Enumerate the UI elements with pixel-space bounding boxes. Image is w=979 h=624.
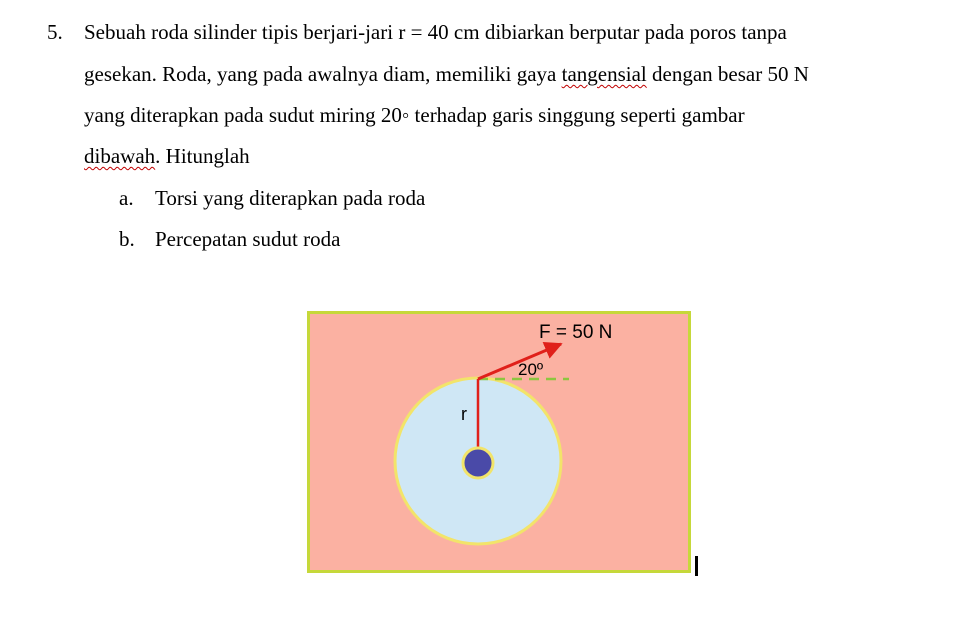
- question-line-3: [84, 102, 745, 128]
- radius-label: r: [461, 404, 467, 424]
- spellcheck-word[interactable]: tangensial: [561, 62, 647, 86]
- question-text: yang diterapkan pada sudut miring 20◦ terhadap garis singgung seperti gambar: [84, 103, 745, 127]
- question-text: dengan besar 50 N: [646, 62, 809, 86]
- part-a-text: Torsi yang diterapkan pada roda: [155, 186, 426, 210]
- question-number: 5.: [47, 20, 63, 44]
- question-line-2: [84, 61, 809, 87]
- question-line-4: [84, 143, 250, 169]
- question-text: . Hitunglah: [155, 144, 250, 168]
- part-a-label: a.: [119, 186, 134, 210]
- force-label: F = 50 N: [539, 322, 613, 343]
- part-b-text: Percepatan sudut roda: [155, 227, 341, 251]
- question-line-1: [84, 19, 787, 45]
- axle: [463, 448, 493, 478]
- spellcheck-word[interactable]: dibawah: [84, 144, 156, 168]
- text-cursor: [695, 556, 698, 576]
- question-text: gesekan. Roda, yang pada awalnya diam, memiliki gaya: [84, 62, 562, 86]
- part-b-label: b.: [119, 227, 135, 251]
- question-text: Sebuah roda silinder tipis berjari-jari r = 40 cm dibiarkan berputar pada poros tanpa: [84, 20, 787, 44]
- angle-label: 20º: [518, 360, 544, 379]
- wheel-figure[interactable]: [307, 311, 692, 574]
